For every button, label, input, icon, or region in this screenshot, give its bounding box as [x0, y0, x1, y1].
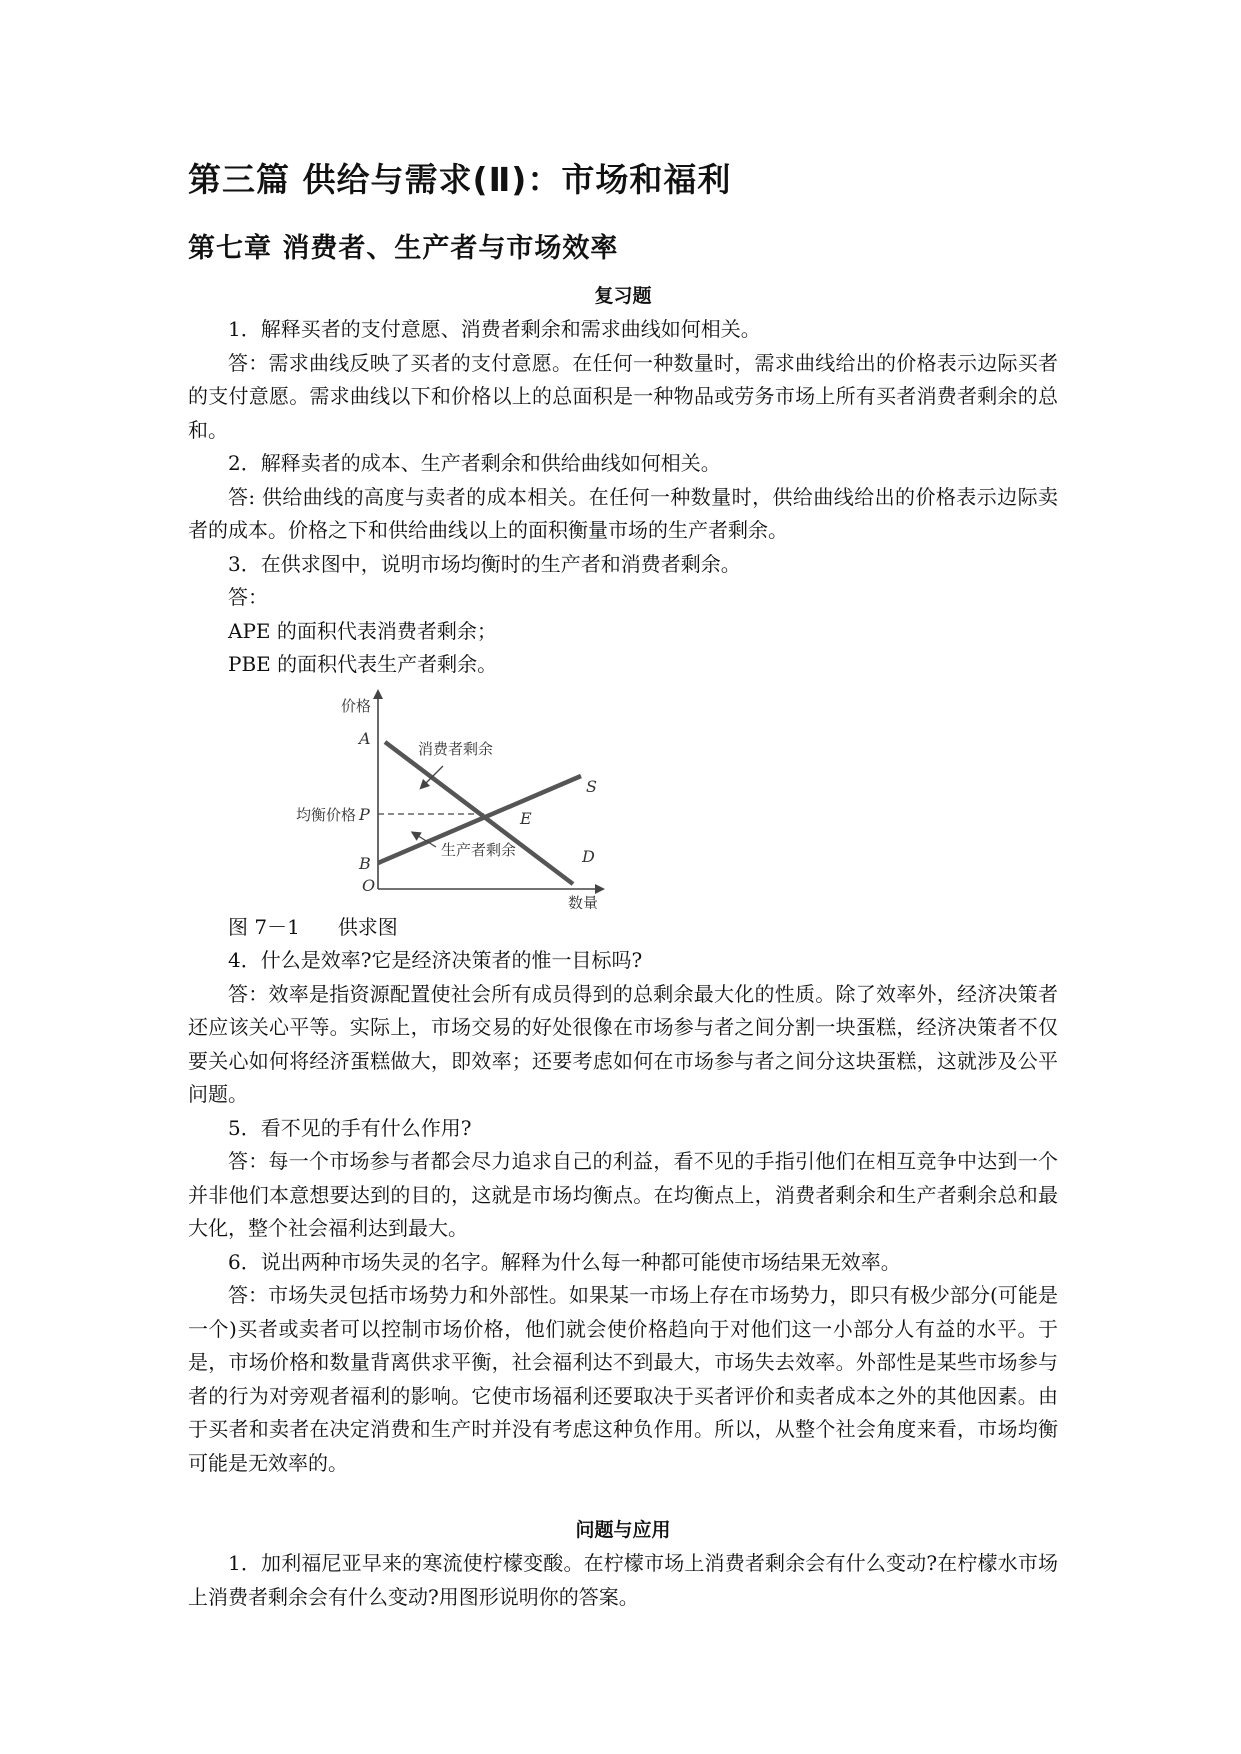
application-question-1: 1．加利福尼亚早来的寒流使柠檬变酸。在柠檬市场上消费者剩余会有什么变动?在柠檬水市场上消费者剩余会有什么变动?用图形说明你的答案。 [188, 1551, 1058, 1609]
question-6: 6．说出两种市场失灵的名字。解释为什么每一种都可能使市场结果无效率。 [228, 1249, 901, 1274]
figure-number: 图 7－1 [228, 914, 300, 939]
label-e: E [520, 808, 532, 828]
answer-4: 答：效率是指资源配置使社会所有成员得到的总剩余最大化的性质。除了效率外，经济决策者还应该关心平等。实际上，市场交易的好处很像在市场参与者之间分割一块蛋糕，经济决策者不仅要关心如何将经济蛋糕做大，即效率；还要考虑如何在市场参与者之间分这块蛋糕，这就涉及公平问题。 [188, 981, 1058, 1106]
label-p: P [359, 804, 370, 824]
producer-surplus-label: 生产者剩余 [441, 840, 517, 859]
applications-heading: 问题与应用 [575, 1519, 671, 1541]
question-4: 4．什么是效率?它是经济决策者的惟一目标吗? [228, 948, 643, 972]
y-axis-label: 价格 [341, 696, 372, 715]
question-5: 5．看不见的手有什么作用? [228, 1115, 472, 1140]
label-o: O [362, 875, 376, 895]
document-page [188, 160, 1058, 1614]
chapter-title: 第七章 消费者、生产者与市场效率 [188, 233, 619, 264]
supply-demand-figure [248, 684, 608, 909]
label-b: B [359, 853, 371, 873]
figure-title: 供求图 [337, 914, 398, 939]
answer-1: 答：需求曲线反映了买者的支付意愿。在任何一种数量时，需求曲线给出的价格表示边际买者的支付意愿。需求曲线以下和价格以上的总面积是一种物品或劳务市场上所有买者消费者剩余的总和。 [188, 350, 1058, 442]
section-gap [188, 1480, 1058, 1514]
question-1: 1．解释买者的支付意愿、消费者剩余和需求曲线如何相关。 [228, 317, 761, 341]
answer-3-line-1: APE 的面积代表消费者剩余； [228, 618, 497, 643]
part-title: 第三篇 供给与需求(Ⅱ)：市场和福利 [188, 160, 732, 199]
review-heading: 复习题 [594, 285, 652, 307]
x-axis-label: 数量 [568, 893, 599, 909]
figure-caption [228, 911, 1058, 945]
answer-2: 答: 供给曲线的高度与卖者的成本相关。在任何一种数量时，供给曲线给出的价格表示边际卖者的成本。价格之下和供给曲线以上的面积衡量市场的生产者剩余。 [188, 484, 1058, 542]
answer-3-lead: 答： [228, 585, 268, 609]
question-2: 2．解释卖者的成本、生产者剩余和供给曲线如何相关。 [228, 451, 721, 475]
supply-demand-diagram [248, 684, 608, 909]
label-s: S [586, 776, 597, 796]
answer-5: 答：每一个市场参与者都会尽力追求自己的利益，看不见的手指引他们在相互竞争中达到一个并非他们本意想要达到的目的，这就是市场均衡点。在均衡点上，消费者剩余和生产者剩余总和最大化，整个社会福利达到最大。 [188, 1149, 1058, 1240]
label-d: D [582, 846, 595, 866]
label-a: A [359, 728, 371, 748]
consumer-surplus-label: 消费者剩余 [418, 739, 494, 758]
question-3: 3．在供求图中，说明市场均衡时的生产者和消费者剩余。 [228, 551, 741, 576]
equilibrium-price-label: 均衡价格 [296, 805, 357, 824]
answer-6: 答：市场失灵包括市场势力和外部性。如果某一市场上存在市场势力，即只有极少部分(可能是一个)买者或卖者可以控制市场价格，他们就会使价格趋向于对他们这一小部分人有益的水平。于是，市场价格和数量背离供求平衡，社会福利达不到最大，市场失去效率。外部性是某些市场参与者的行为对旁观者福利的影响。它使市场福利还要取决于买者评价和卖者成本之外的其他因素。由于买者和卖者在决定消费和生产时并没有考虑这种负作用。所以，从整个社会角度来看，市场均衡可能是无效率的。 [188, 1283, 1058, 1475]
answer-3-line-2: PBE 的面积代表生产者剩余。 [228, 652, 498, 676]
demand-curve [385, 739, 573, 884]
